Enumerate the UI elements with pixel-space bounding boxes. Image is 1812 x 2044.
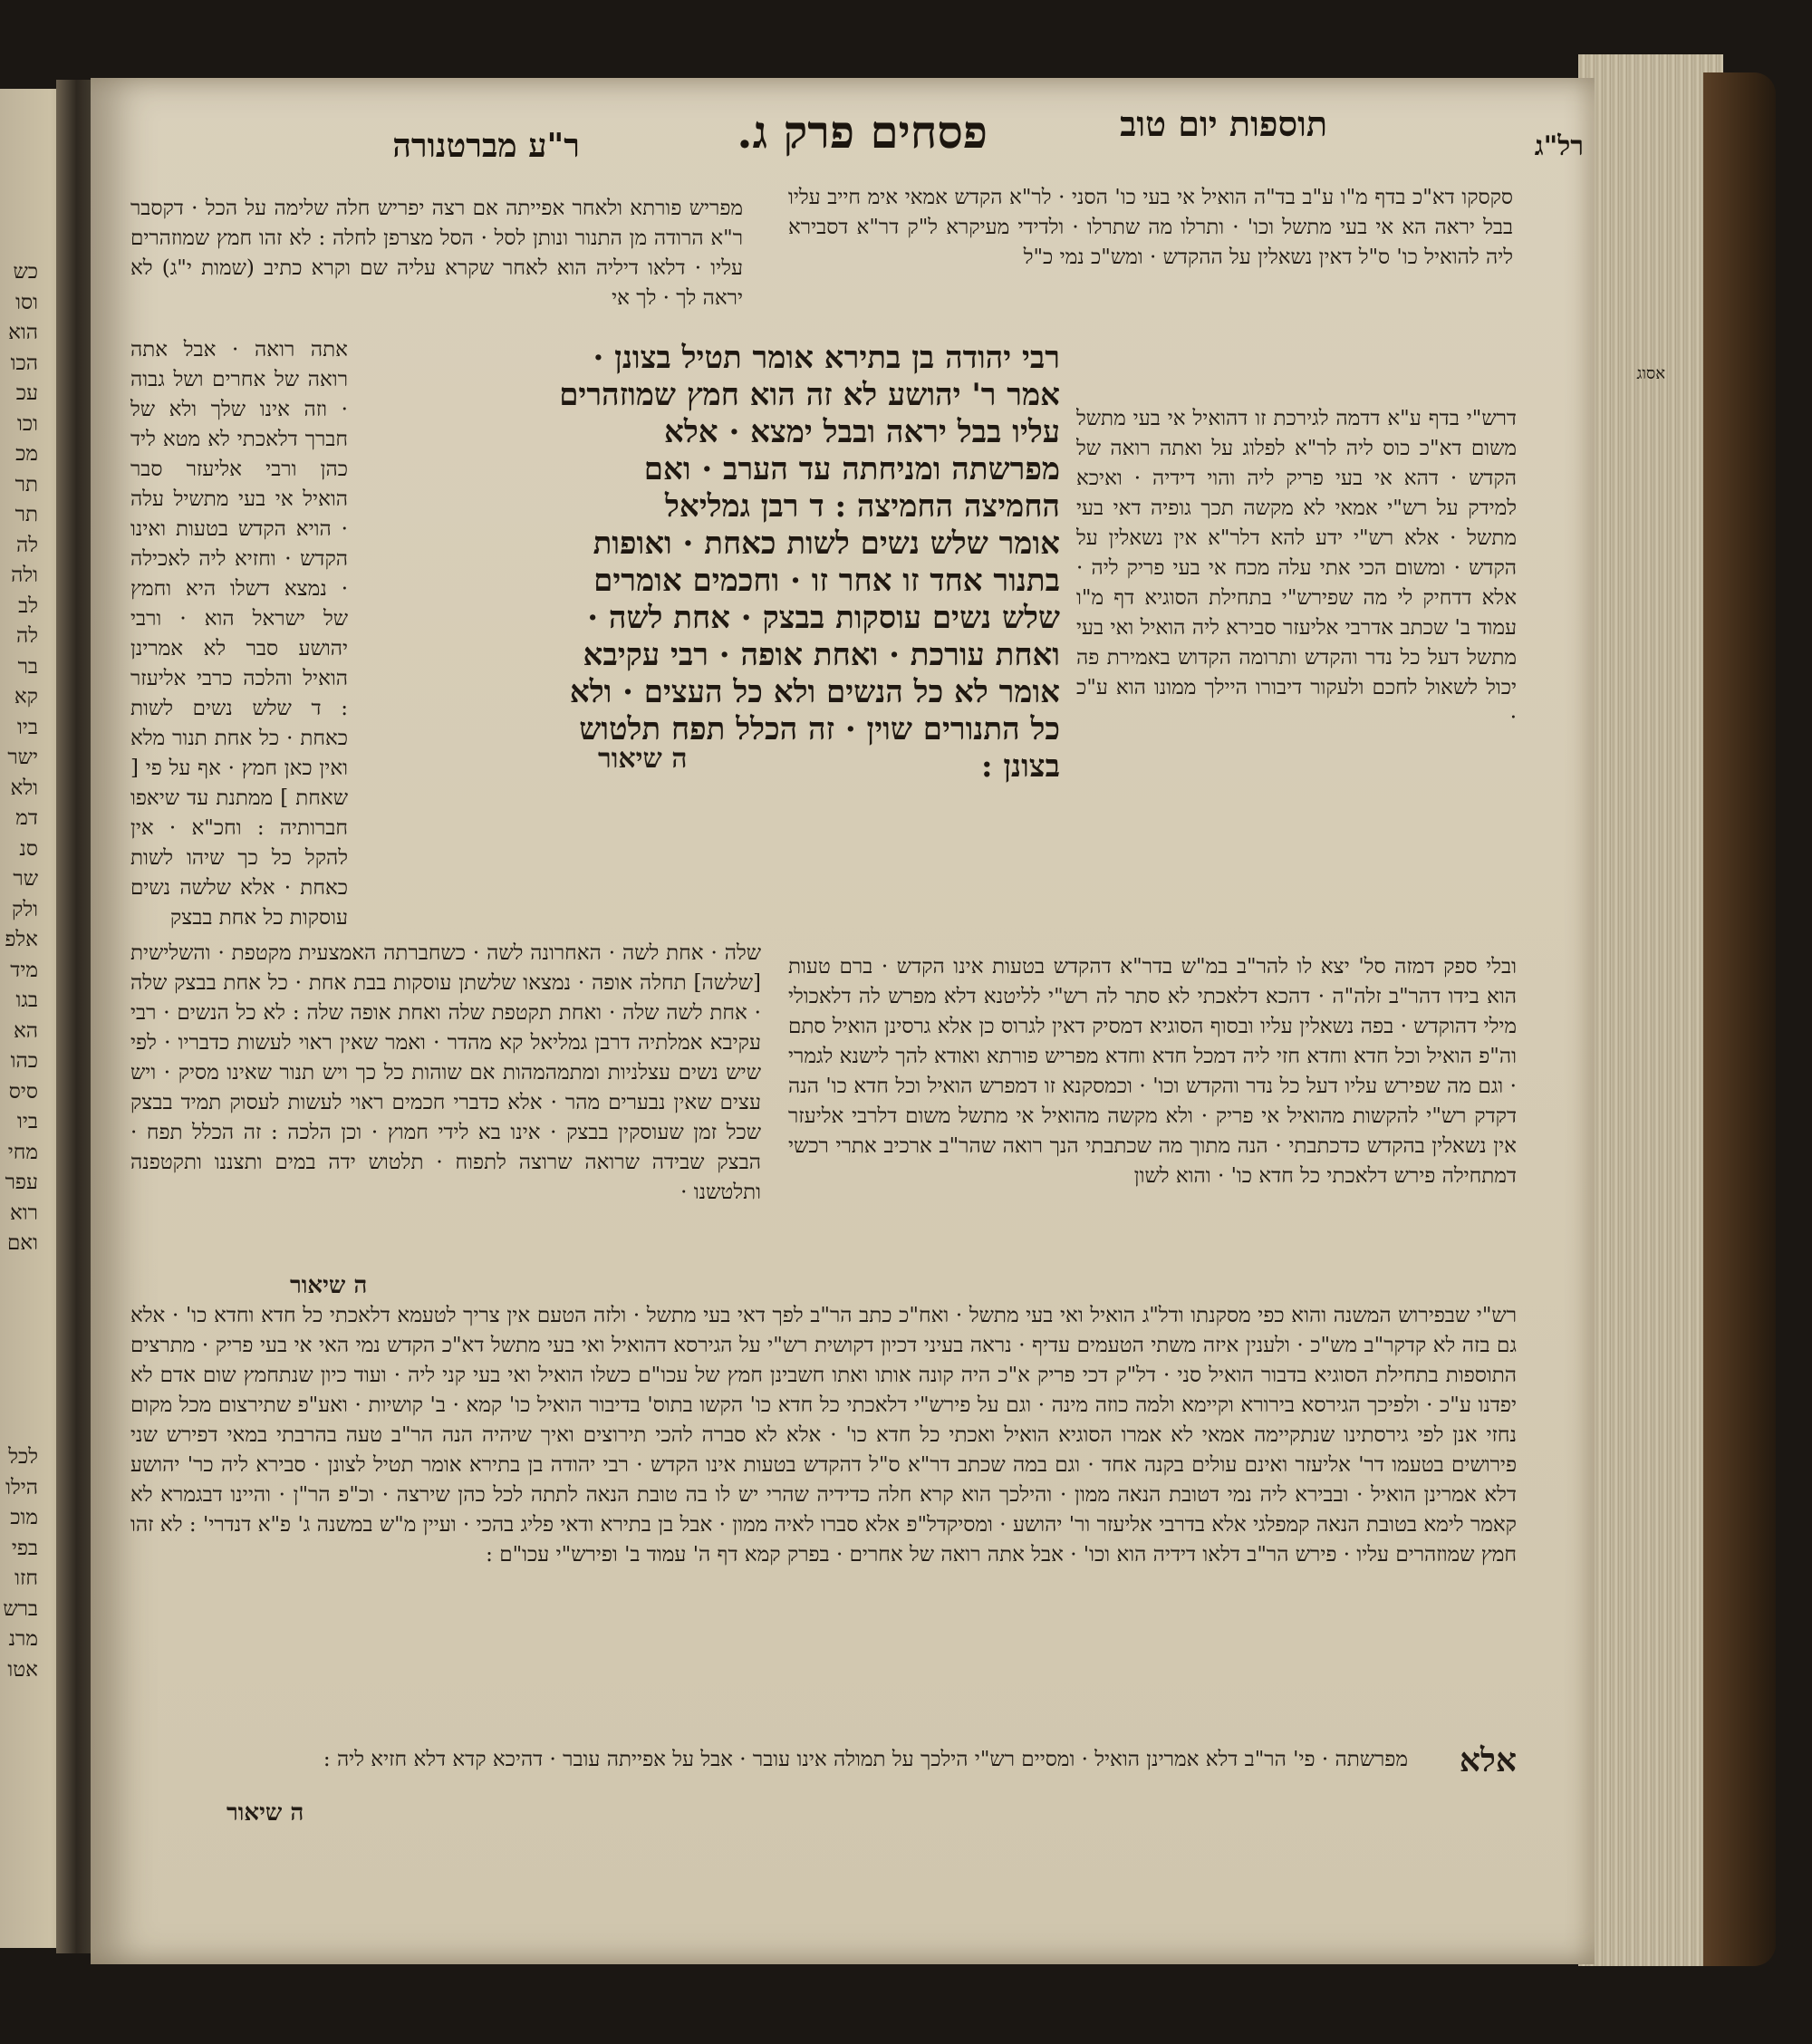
mishna-line: אומר שלש נשים לשות כאחת · ואופות bbox=[593, 525, 1060, 562]
bartenura-main: שלה · אחת לשה · האחרונה לשה · כשחברתה האמצעית מקטפת · והשלישית [שלשה] תחלה אופה · נמצאו שלשתן עוסקות בבת אחת · כל אחת בבצק שלה · אחת לשה שלה · ואחת תקטפת שלה ואחת אופה שלה : לא כל הנשים · רבי עקיבא אמלתיה דרבן גמליאל קא מהדר · ואמר שאין ראוי לעשות כדבריו · לפי שיש נשים עצלניות ומתמהמהות אם שוהות כל כך ויש תנור שאינו מסיק · ויש עצים שאין נבערים מהר · אלא כדברי חכמים ראוי לעשות לעסוק תמיד בבצק שכל זמן שעוסקין בבצק · אינו בא לידי חמוץ · וכן הלכה : זה הכלל תפח · הבצק שבידה שרואה שרוצה לתפוח · תלטוש ידה במים ותצננו ותקטפנה ותלטשנו · bbox=[130, 941, 761, 1204]
left-page-fragment: מחי bbox=[7, 1140, 38, 1164]
mishna-line: מפרשתה ומניחתה עד הערב · ואם bbox=[643, 451, 1060, 487]
margin-note: אסוג bbox=[1636, 364, 1665, 383]
left-page-fragment: הילו bbox=[5, 1475, 38, 1499]
left-page-fragment: סנ bbox=[19, 836, 38, 861]
left-page-fragment: סיס bbox=[8, 1079, 38, 1104]
tosafot-title: תוספות יום טוב bbox=[1120, 103, 1327, 144]
left-page-fragment: ולה bbox=[11, 564, 38, 587]
left-page-fragment: בר bbox=[17, 654, 38, 679]
bartenura-end-mark: ה שיאור bbox=[290, 1272, 368, 1299]
mishna-end-mark: ה שיאור bbox=[598, 743, 688, 775]
left-page-fragment: כש bbox=[13, 260, 38, 284]
left-page-fragment: רוא bbox=[10, 1200, 38, 1225]
left-page-fragment: וסו bbox=[15, 290, 38, 314]
left-page-fragment: הכו bbox=[10, 351, 38, 375]
tosafot-top: סקסקו דא"כ בדף מ"ו ע"ב בד"ה הואיל אי בעי כו' הסני · לר"א הקדש אמאי אימ חייב עליו בבל יראה הא אי בעי מתשל וכו' · ותרלו מה שתרלו · ולדידי מעיקרא ל"ק דר"א דסבירא ליה להואיל כו' ס"ל דאין נשאלין על ההקדש · ומש"כ נמי כ"ל bbox=[788, 186, 1513, 269]
left-page-fragment: עכ bbox=[15, 381, 38, 405]
book-cover bbox=[1703, 72, 1776, 1966]
left-page-fragment: חזו bbox=[14, 1567, 38, 1590]
left-page-fragment: דמ bbox=[15, 806, 38, 830]
tosafot-end-mark: ה שיאור bbox=[226, 1799, 304, 1827]
mishna-line: בצונן : bbox=[980, 748, 1060, 785]
mishna-line: בתנור אחד זו אחר זו · וחכמים אומרים bbox=[593, 563, 1060, 599]
left-page-fragment: מוכ bbox=[10, 1506, 38, 1529]
right-page bbox=[91, 78, 1665, 1964]
left-page-fragment: אטו bbox=[7, 1657, 38, 1682]
bartenura-side: אתה רואה · אבל אתה רואה של אחרים ושל גבוה · וזה אינו שלך ולא של חברך דלאכתי לא מטא ליד כהן ורבי אליעזר סבר הואיל אי בעי מתשיל עלה · הויא הקדש בטעות ואינו הקדש · וחזיא ליה לאכילה · נמצא דשלו היא וחמץ של ישראל הוא · ורבי יהושע סבר לא אמרינן הואיל והלכה כרבי אליעזר : ד שלש נשים לשות כאחת · כל אחת תנור מלא ואין כאן חמץ · אף על פי [ שאחת ] ממתנת עד שיאפו חברותיה : וחכ"א · אין להקל כל כך שיהו לשות כאחת · אלא שלשה נשים עוסקות כל אחת בבצק bbox=[130, 338, 348, 930]
left-page-fragment: וכו bbox=[16, 411, 38, 436]
mishna-line: כל התנורים שוין · זה הכלל תפח תלטוש bbox=[579, 711, 1060, 747]
left-page-fragment: עפר bbox=[5, 1171, 38, 1194]
left-page-fragment: תר bbox=[14, 503, 38, 526]
left-page-fragment: מרנ bbox=[8, 1627, 38, 1651]
bartenura-title: ר"ע מברטנורה bbox=[392, 127, 580, 165]
left-page-fragment: לכל bbox=[8, 1445, 38, 1469]
left-page-fragment: קא bbox=[14, 685, 38, 709]
mishna-line: רבי יהודה בן בתירא אומר תטיל בצונן · bbox=[593, 340, 1060, 376]
left-page-fragment: ברש bbox=[3, 1596, 38, 1621]
left-page-fragment: ולא bbox=[10, 776, 38, 800]
left-page-fragment: בגו bbox=[15, 988, 38, 1012]
mishna-line: אומר לא כל הנשים ולא כל העצים · ולא bbox=[569, 674, 1060, 710]
left-page-fragment: כהו bbox=[10, 1049, 38, 1073]
mishna-line: אמר ר' יהושע לא זה הוא חמץ שמוזהרים bbox=[559, 377, 1060, 413]
left-page-fragment: ולק bbox=[12, 897, 38, 921]
page-stack-edge bbox=[1578, 54, 1723, 1966]
left-page-fragment: אלפ bbox=[5, 928, 38, 951]
mishna-line: עליו בבל יראה ובבל ימצא · אלא bbox=[664, 414, 1060, 450]
left-page-fragment: הוא bbox=[8, 321, 38, 344]
left-page-fragment: לה bbox=[16, 533, 38, 557]
mishna-line: שלש נשים עוסקות בבצק · אחת לשה · bbox=[587, 600, 1060, 636]
left-page-fragment: ביו bbox=[17, 1110, 38, 1133]
left-page-fragment: בפי bbox=[11, 1536, 38, 1560]
left-page-fragment: ואם bbox=[6, 1231, 38, 1255]
tosafot-bottom-right: ובלי ספק דמזה סל' יצא לו להר"ב במ"ש בדר"א דהקדש בטעות אינו הקדש · ברם טעות הוא בידו דהר"ב זלה"ה · דהכא דלאכתי לא סתר לה רש"י לליטנא דלא מפרש לה דלאכולי מילי דהוקדש · בפה נשאלין עליו ובסוף הסוגיא דמסיק דאין לגרוס כן אלא גרסינן הואיל סתם וה"פ הואיל וכל חדא וחדא חזי ליה דמכל חדא וחדא מפריש פורתא ואודא להך לישנא לגמרי · וגם מה שפירש עליו דעל כל נדר והקדש וכו' · וכמסקנא זו דמפרש הואיל וכל חדא כו' הנה דקדק רש"י להקשות מהואיל אי פריק · ולא מקשה מהואיל אי מתשל משום דלרבי אליעזר אין נשאלין בהקדש כדכתבתי · הנה מתוך מה שכתבתי הנך רואה שהר"ב ארכיב אתרי רכשי דמתחילה פירש דלאכתי כל חדא כו' · והוא לשון bbox=[788, 955, 1517, 1188]
left-page-fragment: לב bbox=[18, 593, 38, 618]
mishna-line: ואחת עורכת · ואחת אופה · רבי עקיבא bbox=[583, 637, 1060, 673]
left-page-fragment: לה bbox=[16, 624, 38, 648]
folio-number: רל"ג bbox=[1534, 130, 1584, 162]
left-page-fragment: הא bbox=[13, 1018, 38, 1043]
tosafot-right: דרש"י בדף ע"א דדמה לגירכת זו דהואיל אי בעי מתשל משום דא"כ כוס ליה לר"א לפלוג על ואתה רואה של הקדש · דהא אי בעי פריק ליה והוי דידיה · ואיכא למידק על רש"י אמאי לא מקשה תכך גופיה דאי בעי מתשל · אלא רש"י ידע להא דלר"א אין נשאלין על הקדש · ומשום הכי אתי עלה מכח אי בעי פריק ליה · אלא דדחיק לי מה שפירש"י בתחילת הסוגיא דף מ"ו עמוד ב' שכתב אדרבי אליעזר סבירא ליה הואיל ואי בעי מתשל דעל כל נדר והקדש ותרומה הקדוש באמירת פה יכול לשאול לחכם ולעקור דיבורו היילך ממונו הוא ע"כ · bbox=[1076, 407, 1517, 729]
bartenura-intro: מפריש פורתא ולאחר אפייתה אם רצה יפריש חלה שלימה על הכל · דקסבר ר"א הרודה מן התנור ונותן לסל · הסל מצרפן לחלה : לא זהו חמץ שמוזהרים עליו · דלאו דיליה הוא לאחר שקרא עליה שם וקרא כתיב (שמות י"ג) לא יראה לך · לך אי bbox=[130, 197, 743, 310]
tractate-title: פסחים פרק ג. bbox=[737, 105, 988, 159]
left-page-fragment: תר bbox=[14, 472, 38, 497]
mishna-block bbox=[489, 341, 1060, 921]
left-page-fragment: שר bbox=[13, 867, 38, 891]
tosafot-last: מפרשתה · פי' הר"ב דלא אמרינן הואיל · ומסיים רש"י הילכך על תמולה אינו עובר · אבל על אפייתה עובר · דהיכא קדא דלא חזיא ליה : bbox=[323, 1748, 1408, 1771]
tosafot-last-word: אלא bbox=[1459, 1741, 1517, 1779]
left-page-fragment: ישר bbox=[7, 746, 38, 769]
left-page-fragment: מכ bbox=[15, 442, 38, 466]
left-page-fragment: ביו bbox=[17, 715, 38, 739]
left-page-fragment: מיד bbox=[10, 958, 38, 982]
mishna-line: החמיצה החמיצה : ד רבן גמליאל bbox=[664, 488, 1060, 525]
tosafot-full-width: רש"י שבפירוש המשנה והוא כפי מסקנתו ודל"ג הואיל ואי בעי מתשל · ואח"כ כתב הר"ב לפך דאי בעי מתשל · ולזה הטעם אין צריך לטעמא דלאכתי כל חדא וחדא כו' · אלא גם בזה לא קדקר"ב מש"כ · ולענין איזה משתי הטעמים עדיף · נראה בעיני דכיון דקושית רש"י על הגירסא דהואיל ואי בעי מתשל דא"כ הקדש נמי האי אי בעי פריק · מתרצים התוספות בתחילת הסוגיא בדבור הואיל סני · דל"ק דכי פריק א"כ היה קונה אותו ואתו חשבינן חמץ של עכו"ם כשלו הואיל ואי בעי קני ליה · ועוד כיון שנתחמץ שום אדם לא יפדנו ע"כ · ולפיכך הגירסא בירורא וקיימא ולמה כוזה מינה · וגם על פירש"י דלאכתי כל חדא כו' הקשו בתוס' בדיבור הואיל כו' קמא · ב' קושיות · ואע"פ שתירצום מכל מקום נחזי אנן לפי גירסתינו שנתקיימה אמאי לא אמרו הסוגיא הואיל ואכתי כל חדא כו' · אלא לא סברה להכי תירוצים ואיך שיהיה הנה הר"ב טעה בהרבתי במאי דפירש שני פירושים בטעמו דר' אליעזר ואינם עולים בקנה אחד · וגם במה שכתב דר"א ס"ל דהקדש בטעות אינו הקדש · רבי יהודה בן בתירא אומר תטיל לצונן · סבירא ליה כר' יהושע דלא אמרינן הואיל · ובבירא ליה נמי דטובת הנאה ממון · והילכך הוא קרא חלה כדידיה שהרי יש לו בה טובת הנאה לתתה לכל כהן שירצה · וכ"פ הר"ן · והיינו דבגמרא לא קאמר לימא בטובת הנאה קמפלגי אלא בדרבי אליעזר ור' יהושע · ומסיקדל"פ אלא סברו לאיה ממון · אבל בן בתירא ודאי פליג בהכי · ועיין מ"ש במשנה ג' פ"א דנדרי' : לא זהו חמץ שמוזהרים עליו · פירש הר"ב דלאו דידיה הוא וכו' · אבל אתה רואה של אחרים · בפרק קמא דף ה' עמוד ב' ופירש"י עכו"ם : bbox=[130, 1304, 1517, 1567]
